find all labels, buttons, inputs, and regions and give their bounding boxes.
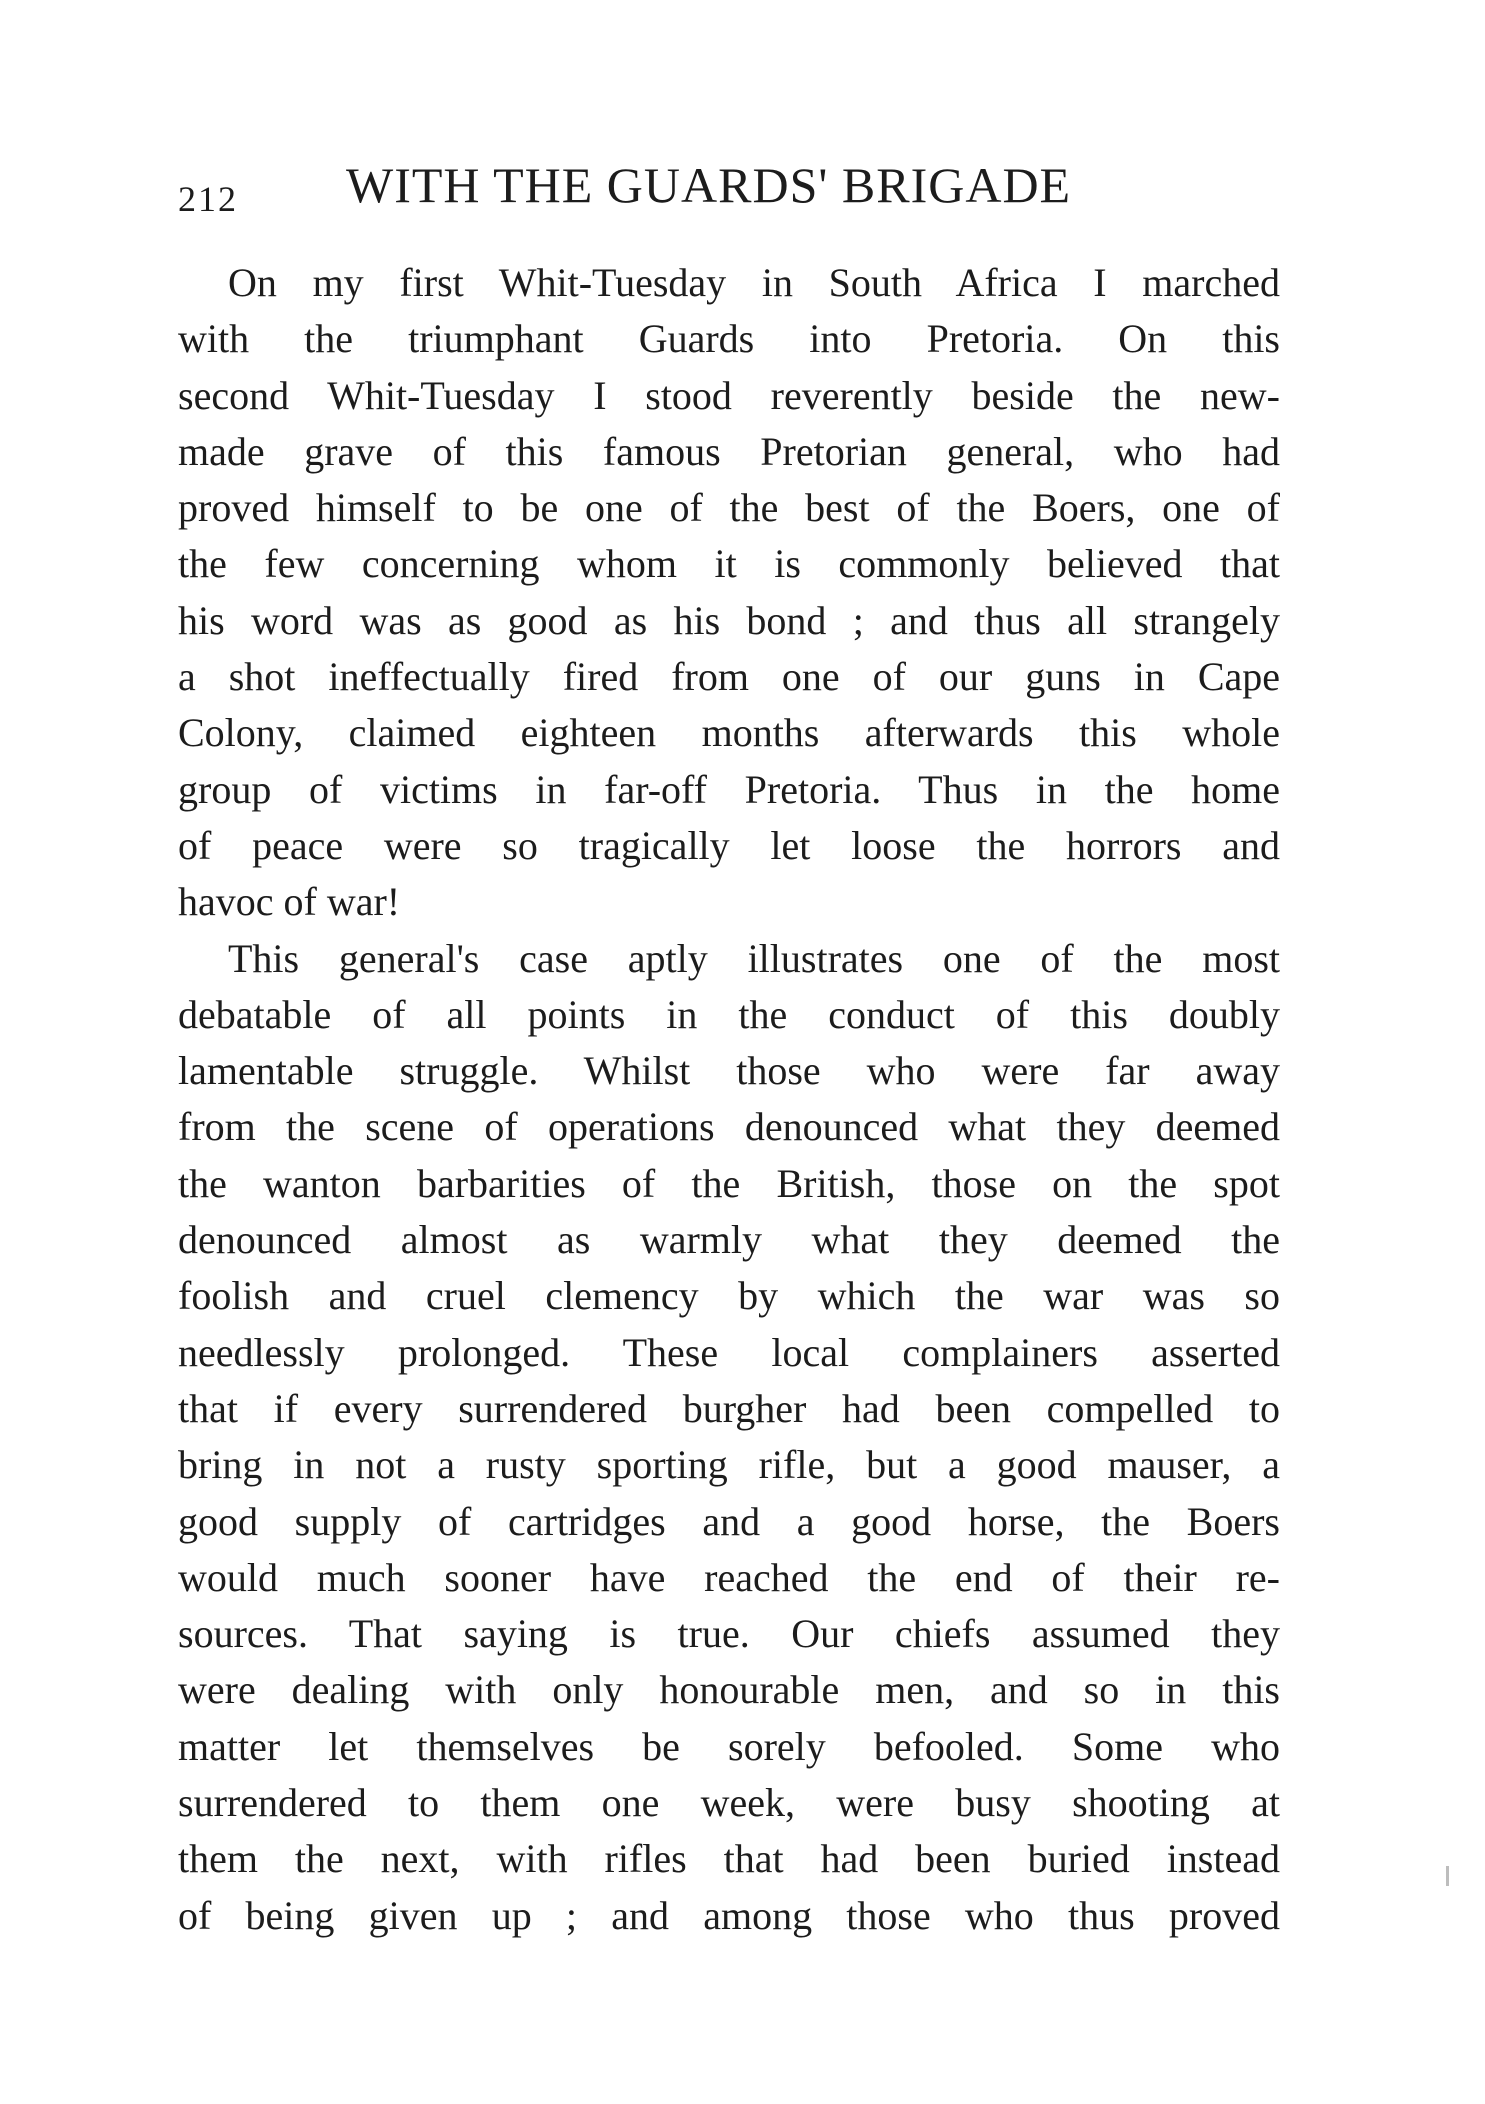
text-line: surrendered to them one week, were busy shooting at [178, 1780, 1280, 1826]
page-number: 212 [178, 179, 238, 219]
text-line: Colony, claimed eighteen months afterwards this whole [178, 710, 1280, 756]
text-line: bring in not a rusty sporting rifle, but a good mauser, a [178, 1442, 1280, 1488]
text-line: needlessly prolonged. These local complainers asserted [178, 1329, 1280, 1375]
text-line: foolish and cruel clemency by which the war was so [178, 1273, 1280, 1319]
text-line: a shot ineffectually fired from one of our guns in Cape [178, 654, 1280, 700]
text-line: good supply of cartridges and a good horse, the Boers [178, 1498, 1280, 1544]
text-line: matter let themselves be sorely befooled. Some who [178, 1723, 1280, 1769]
text-line: group of victims in far-off Pretoria. Thus in the home [178, 766, 1280, 812]
text-line: lamentable struggle. Whilst those who were far away [178, 1048, 1280, 1094]
running-title: WITH THE GUARDS' BRIGADE [346, 157, 1072, 213]
text-line: with the triumphant Guards into Pretoria. On this [178, 316, 1280, 362]
body-text [178, 255, 1280, 1944]
text-line: of peace were so tragically let loose the horrors and [178, 822, 1280, 868]
text-line: debatable of all points in the conduct of this doubly [178, 991, 1280, 1037]
text-line: were dealing with only honourable men, and so in this [178, 1667, 1280, 1713]
text-line: sources. That saying is true. Our chiefs assumed they [178, 1611, 1280, 1657]
text-line: proved himself to be one of the best of the Boers, one of [178, 485, 1280, 531]
scan-speck [1446, 1866, 1449, 1886]
text-line: second Whit-Tuesday I stood reverently beside the new- [178, 372, 1280, 418]
text-line: On my first Whit-Tuesday in South Africa I marched [228, 260, 1280, 305]
running-head [178, 156, 1278, 219]
text-line: This general's case aptly illustrates one of the most [228, 935, 1280, 981]
text-line: the few concerning whom it is commonly believed that [178, 541, 1280, 587]
text-line: made grave of this famous Pretorian general, who had [178, 428, 1280, 474]
text-line: from the scene of operations denounced what they deemed [178, 1104, 1280, 1150]
text-line: of being given up ; and among those who thus proved [178, 1892, 1280, 1938]
text-line: denounced almost as warmly what they deemed the [178, 1217, 1280, 1263]
text-line: them the next, with rifles that had been buried instead [178, 1836, 1280, 1882]
text-line: havoc of war! [178, 879, 401, 925]
text-line: would much sooner have reached the end of their re- [178, 1554, 1280, 1600]
text-line: the wanton barbarities of the British, those on the spot [178, 1160, 1280, 1206]
text-line: his word was as good as his bond ; and thus all strangely [178, 597, 1280, 643]
text-line: that if every surrendered burgher had been compelled to [178, 1385, 1280, 1431]
